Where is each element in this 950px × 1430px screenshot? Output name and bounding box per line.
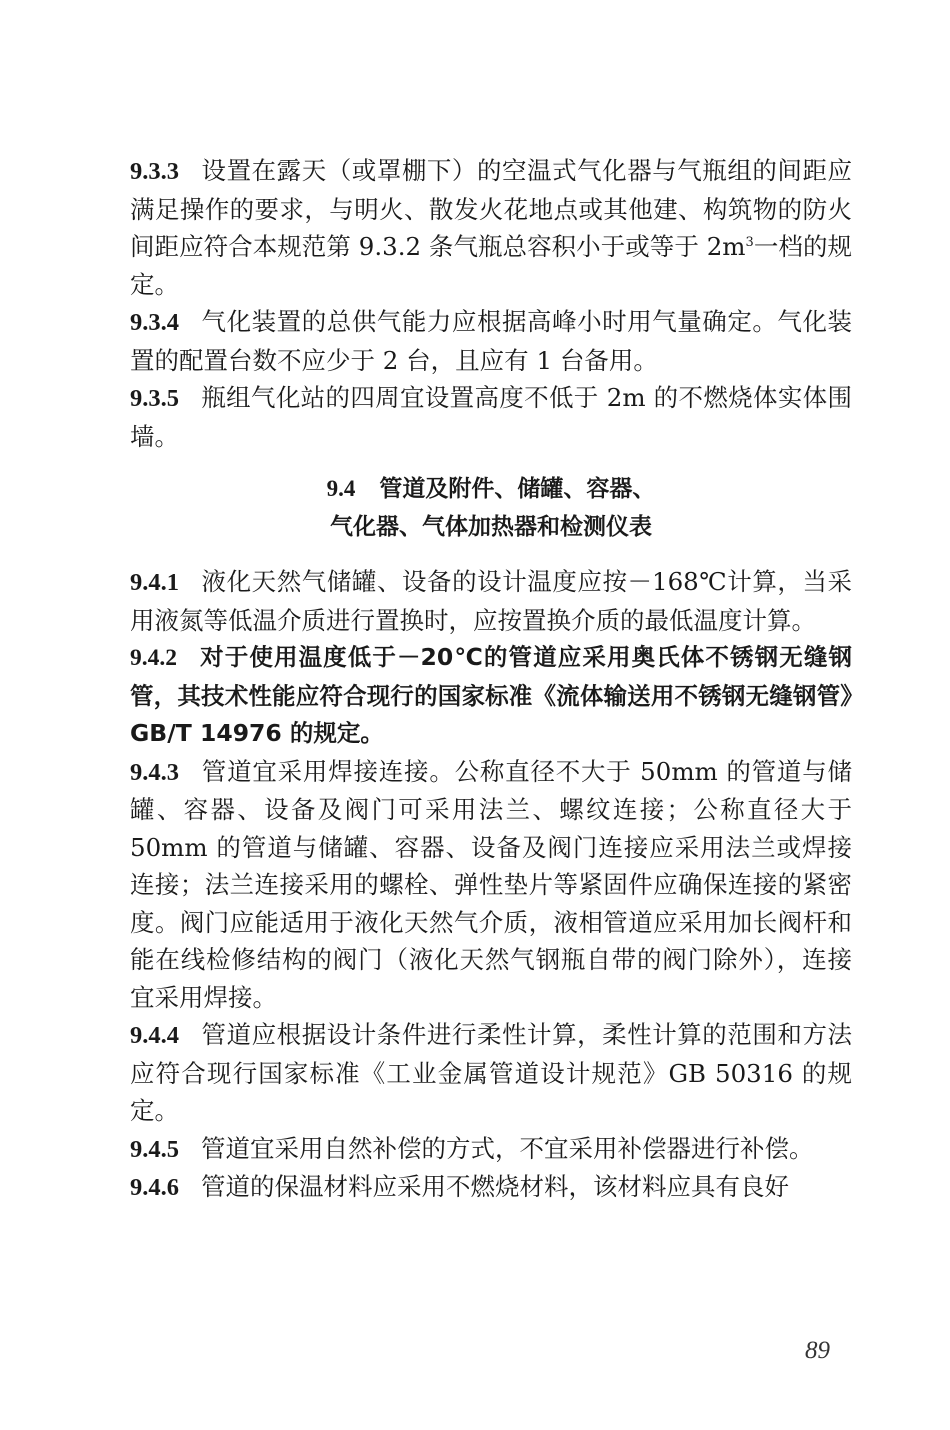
clause-9-3-5: [130, 379, 852, 455]
clause-number: 9.4.4: [130, 1022, 179, 1049]
section-title-line2: 气化器、气体加热器和检测仪表: [330, 514, 652, 540]
clause-text: 气化装置的总供气能力应根据高峰小时用气量确定。气化装置的配置台数不应少于 2 台，且应有 1 台备用。: [130, 307, 852, 375]
section-heading-9-4: [130, 470, 852, 546]
clause-9-3-4: [130, 303, 852, 379]
clause-text: 设置在露天（或罩棚下）的空温式气化器与气瓶组的间距应满足操作的要求，与明火、散发火花地点或其他建、构筑物的防火间距应符合本规范第 9.3.2 条气瓶总容积小于或等于 2m: [130, 156, 852, 261]
clause-text: 管道宜采用自然补偿的方式，不宜采用补偿器进行补偿。: [201, 1133, 814, 1163]
section-title-line1: 管道及附件、储罐、容器、: [379, 476, 656, 502]
clause-number: 9.4.1: [130, 569, 179, 596]
superscript: 3: [745, 234, 754, 250]
clause-text: 管道应根据设计条件进行柔性计算，柔性计算的范围和方法应符合现行国家标准《工业金属管道设计规范》GB 50316 的规定。: [130, 1020, 852, 1125]
clause-9-3-3: [130, 152, 852, 303]
page-number: 89: [805, 1337, 830, 1364]
clause-9-4-4: [130, 1016, 852, 1130]
clause-text: 管道的保温材料应采用不燃烧材料，该材料应具有良好: [201, 1172, 789, 1201]
clause-number: 9.3.4: [130, 309, 179, 336]
clause-number: 9.3.5: [130, 385, 179, 412]
clause-number: 9.4.6: [130, 1174, 179, 1201]
clause-text: 对于使用温度低于－20℃的管道应采用奥氏体不锈钢无缝钢管，其技术性能应符合现行的国家标准《流体输送用不锈钢无缝钢管》GB/T 14976 的规定。: [130, 643, 852, 747]
section-number: 9.4: [326, 476, 356, 501]
clause-9-4-5: [130, 1130, 852, 1169]
clause-number: 9.4.2: [130, 645, 177, 671]
clause-number: 9.3.3: [130, 158, 179, 185]
clause-9-4-1: [130, 563, 852, 639]
clause-text: 液化天然气储罐、设备的设计温度应按－168℃计算，当采用液氮等低温介质进行置换时，应按置换介质的最低温度计算。: [130, 567, 852, 635]
clause-9-4-6: [130, 1168, 852, 1207]
clause-text-tail: 一档的规定。: [130, 232, 852, 299]
clause-number: 9.4.5: [130, 1135, 179, 1163]
clause-text: 瓶组气化站的四周宜设置高度不低于 2m 的不燃烧体实体围墙。: [130, 383, 852, 451]
section-heading-line1: [130, 470, 852, 508]
clause-number: 9.4.3: [130, 758, 179, 786]
clause-9-4-3: [130, 753, 852, 1017]
page-body: [130, 152, 852, 1207]
clause-9-4-2-mandatory: [130, 639, 852, 753]
clause-text: 管道宜采用焊接连接。公称直径不大于 50mm 的管道与储罐、容器、设备及阀门可采用法兰、螺纹连接；公称直径大于50mm 的管道与储罐、容器、设备及阀门连接应采用法兰或焊接连接；法兰连接采用的螺栓、弹性垫片等紧固件应确保连接的紧密度。阀门应能适用于液化天然气介质，液相管道应采用加长阀杆和能在线检修结构的阀门（液化天然气钢瓶自带的阀门除外），连接宜采用焊接。: [130, 756, 852, 1012]
